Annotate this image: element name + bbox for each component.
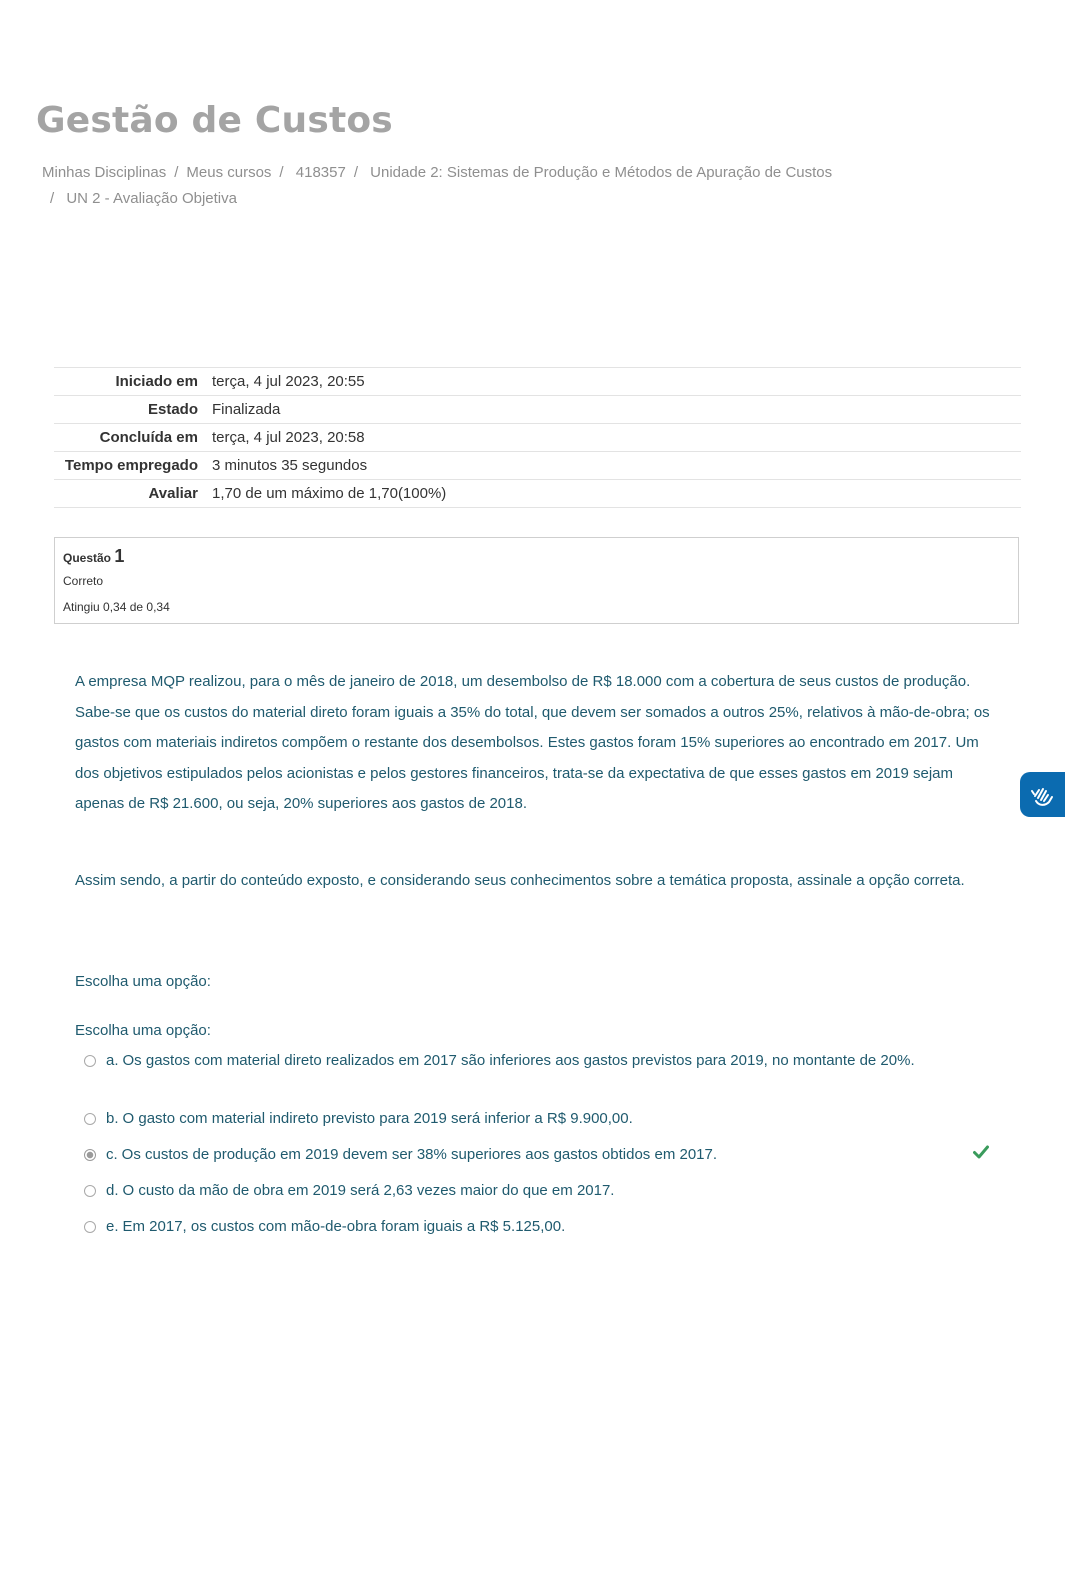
breadcrumb-separator: / (353, 164, 358, 181)
option-text: Os custos de produção em 2019 devem ser 38% superiores aos gastos obtidos em 2017. (121, 1146, 718, 1163)
question-number: 1 (114, 546, 125, 566)
summary-row-started (54, 368, 1021, 396)
breadcrumb-separator: / (174, 164, 179, 181)
breadcrumb-item-avaliacao[interactable]: UN 2 - Avaliação Objetiva (66, 190, 237, 207)
question-info-box (54, 537, 1019, 624)
option-letter: b. (106, 1110, 119, 1127)
option-text: Os gastos com material direto realizados em 2017 são inferiores aos gastos previstos para 2019, no montante de 20%. (122, 1052, 915, 1069)
summary-label: Iniciado em (54, 368, 212, 396)
question-instruction: Assim sendo, a partir do conteúdo exposto, e considerando seus conhecimentos sobre a temática proposta, assinale a opção correta. (75, 871, 965, 889)
option-letter: c. (106, 1146, 118, 1163)
course-title: Gestão de Custos (36, 100, 393, 141)
radio-button-selected[interactable] (84, 1149, 96, 1161)
summary-row-time (54, 452, 1021, 480)
answer-option-e[interactable] (84, 1215, 994, 1238)
breadcrumb-item-unidade[interactable]: Unidade 2: Sistemas de Produção e Métodos de Apuração de Custos (370, 164, 833, 181)
summary-value: 1,70 de um máximo de 1,70(100%) (212, 480, 1021, 508)
breadcrumb-item-disciplinas[interactable]: Minhas Disciplinas (42, 164, 167, 181)
option-letter: d. (106, 1182, 119, 1199)
answer-option-b[interactable] (84, 1107, 994, 1130)
question-grade: Atingiu 0,34 de 0,34 (63, 600, 170, 614)
summary-row-completed (54, 424, 1021, 452)
question-paragraph: A empresa MQP realizou, para o mês de janeiro de 2018, um desembolso de R$ 18.000 com a cobertura de seus custos de produção. Sabe-se que os custos do material direto foram iguais a 35% do total, que devem ser somados a outros 25%, relativos à mão-de-obra; os gastos com materiais indiretos compõem o restante dos desembolsos. Estes gastos foram 15% superiores ao encontrado em 2017. Um dos objetivos estipulados pelos acionistas e pelos gestores financeiros, trata-se da expectativa de que esses gastos em 2019 sejam apenas de R$ 21.600, ou seja, 20% superiores aos gastos de 2018. (75, 673, 990, 812)
choose-option-prompt: Escolha uma opção: (75, 1022, 211, 1039)
summary-label: Tempo empregado (54, 452, 212, 480)
check-icon (973, 1145, 989, 1159)
summary-value: terça, 4 jul 2023, 20:55 (212, 368, 1021, 396)
summary-value: Finalizada (212, 396, 1021, 424)
answer-option-d[interactable] (84, 1179, 994, 1202)
choose-option-prompt: Escolha uma opção: (75, 973, 211, 990)
summary-row-state (54, 396, 1021, 424)
breadcrumb-separator: / (50, 190, 55, 207)
attempt-summary-table (54, 367, 1021, 508)
question-label: Questão (63, 551, 112, 565)
question-text (75, 667, 1005, 896)
summary-label: Avaliar (54, 480, 212, 508)
breadcrumb-item-course-id[interactable]: 418357 (295, 164, 346, 181)
radio-button[interactable] (84, 1055, 96, 1067)
breadcrumb (42, 160, 1002, 212)
radio-button[interactable] (84, 1185, 96, 1197)
option-text: O custo da mão de obra em 2019 será 2,63 vezes maior do que em 2017. (122, 1182, 615, 1199)
breadcrumb-separator: / (279, 164, 284, 181)
breadcrumb-item-meus-cursos[interactable]: Meus cursos (186, 164, 272, 181)
option-text: Em 2017, os custos com mão-de-obra foram iguais a R$ 5.125,00. (122, 1218, 566, 1235)
summary-value: terça, 4 jul 2023, 20:58 (212, 424, 1021, 452)
sign-language-hands-icon (1029, 781, 1057, 809)
option-letter: e. (106, 1218, 119, 1235)
option-text: O gasto com material indireto previsto para 2019 será inferior a R$ 9.900,00. (122, 1110, 633, 1127)
option-letter: a. (106, 1052, 119, 1069)
accessibility-button[interactable] (1020, 772, 1065, 817)
answer-option-c[interactable] (84, 1143, 994, 1166)
summary-value: 3 minutos 35 segundos (212, 452, 1021, 480)
summary-label: Estado (54, 396, 212, 424)
answer-option-a[interactable] (84, 1049, 994, 1072)
radio-button[interactable] (84, 1221, 96, 1233)
question-state: Correto (63, 574, 104, 588)
summary-label: Concluída em (54, 424, 212, 452)
radio-button[interactable] (84, 1113, 96, 1125)
summary-row-grade (54, 480, 1021, 508)
